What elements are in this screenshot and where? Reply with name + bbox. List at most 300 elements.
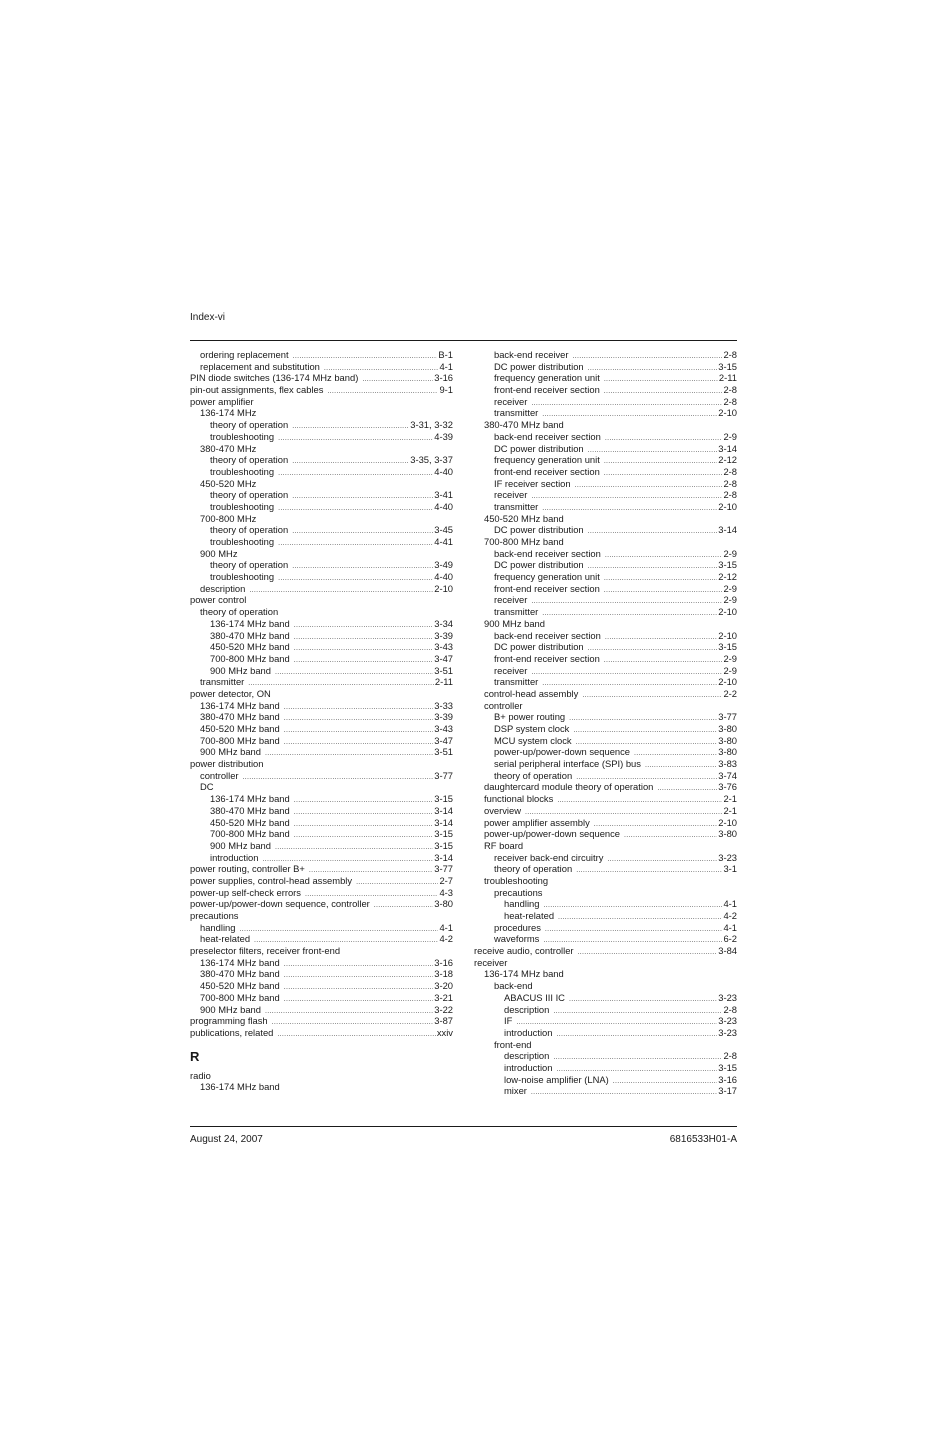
index-entry <box>474 898 737 910</box>
index-term: heat-related <box>200 933 251 945</box>
index-entry <box>474 735 737 747</box>
index-entry <box>190 559 453 571</box>
dot-leader <box>573 725 717 735</box>
index-term: introduction <box>504 1061 553 1073</box>
index-entry <box>474 653 737 665</box>
index-term: 380-470 MHz <box>200 442 257 454</box>
index-term: description <box>504 1050 550 1062</box>
index-page-ref: 2-10 <box>718 606 737 618</box>
index-entry <box>474 1062 737 1074</box>
dot-leader <box>356 877 438 887</box>
index-entry <box>474 1015 737 1027</box>
index-term: 450-520 MHz band <box>200 723 280 734</box>
index-entry <box>190 898 453 910</box>
index-entry <box>474 641 737 653</box>
index-term: troubleshooting <box>210 500 275 512</box>
footer-rule <box>190 1126 737 1127</box>
index-entry <box>474 431 737 443</box>
index-page-ref: 2-8 <box>723 1003 737 1015</box>
index-page-ref: 3-23 <box>718 1015 737 1027</box>
dot-leader <box>543 900 722 910</box>
index-term: MCU system clock <box>494 734 572 746</box>
index-page-ref: 3-49 <box>434 559 453 571</box>
dot-leader <box>294 620 433 630</box>
index-entry <box>474 805 737 817</box>
index-term: handling <box>504 898 540 910</box>
index-entry <box>190 1004 453 1016</box>
index-page-ref: B-1 <box>438 349 453 360</box>
index-entry <box>190 641 453 653</box>
index-entry <box>474 700 737 712</box>
index-term: controller <box>200 769 239 781</box>
index-entry <box>474 781 737 793</box>
index-entry <box>474 618 737 630</box>
index-page-ref: 2-9 <box>723 582 737 594</box>
index-term: controller <box>484 699 523 711</box>
dot-leader <box>284 994 433 1004</box>
index-term: troubleshooting <box>210 536 275 547</box>
index-term: 700-800 MHz band <box>210 828 290 840</box>
index-page-ref: 3-43 <box>434 723 453 734</box>
dot-leader <box>531 398 722 408</box>
index-entry <box>190 653 453 665</box>
index-term: 900 MHz <box>200 547 238 559</box>
index-term: preselector filters, receiver front-end <box>190 945 341 957</box>
index-term: procedures <box>494 921 541 933</box>
index-term: 136-174 MHz band <box>210 793 290 805</box>
index-entry <box>190 489 453 501</box>
index-entry <box>474 536 737 548</box>
index-entry <box>474 875 737 887</box>
dot-leader <box>573 351 723 361</box>
index-term: radio <box>190 1069 211 1081</box>
dot-leader <box>294 643 433 653</box>
dot-leader <box>278 468 433 478</box>
index-entry <box>474 793 737 805</box>
index-term: precautions <box>494 886 543 898</box>
dot-leader <box>239 924 438 934</box>
index-entry <box>190 910 453 922</box>
index-term: serial peripheral interface (SPI) bus <box>494 758 641 770</box>
index-page-ref: 3-80 <box>718 734 737 746</box>
index-term: ABACUS III IC <box>504 991 565 1003</box>
index-term: frequency generation unit <box>494 571 600 583</box>
index-entry <box>474 758 737 770</box>
index-term: transmitter <box>494 500 539 512</box>
index-entry <box>474 688 737 700</box>
index-page-ref: 3-22 <box>434 1003 453 1015</box>
index-entry <box>190 863 453 875</box>
index-page-ref: 3-14 <box>434 804 453 816</box>
index-term: low-noise amplifier (LNA) <box>504 1073 609 1085</box>
index-entry <box>190 676 453 688</box>
index-page-ref: 4-1 <box>723 921 737 933</box>
index-page-ref: 3-21 <box>434 991 453 1003</box>
dot-leader <box>556 1029 717 1039</box>
index-entry <box>190 828 453 840</box>
dot-leader <box>294 655 433 665</box>
index-page-ref: 3-14 <box>434 816 453 828</box>
dot-leader <box>605 632 717 642</box>
index-term: receive audio, controller <box>474 945 574 957</box>
index-term: 900 MHz band <box>484 617 545 629</box>
index-term: 450-520 MHz band <box>210 816 290 828</box>
index-page-ref: 3-14 <box>718 524 737 536</box>
dot-leader <box>278 503 433 513</box>
index-term: front-end receiver section <box>494 652 600 664</box>
index-entry <box>474 957 737 969</box>
index-page-ref: 2-8 <box>723 489 737 501</box>
dot-leader <box>542 608 717 618</box>
index-page-ref: 3-1 <box>723 863 737 875</box>
dot-leader <box>604 585 723 595</box>
index-page-ref: 3-15 <box>434 793 453 805</box>
index-page-ref: 2-10 <box>718 676 737 688</box>
index-entry <box>474 1085 737 1097</box>
index-entry <box>190 805 453 817</box>
dot-leader <box>284 982 433 992</box>
index-entry <box>474 407 737 419</box>
index-page-ref: 3-83 <box>718 758 737 770</box>
index-page-ref: 3-14 <box>718 442 737 454</box>
dot-leader <box>613 1076 718 1086</box>
index-page-ref: 4-1 <box>439 921 453 933</box>
index-entry <box>190 1081 453 1093</box>
index-term: IF <box>504 1015 513 1027</box>
dot-leader <box>278 433 433 443</box>
dot-leader <box>604 655 723 665</box>
index-term: DC power distribution <box>494 360 584 372</box>
dot-leader <box>576 772 717 782</box>
index-page-ref: 3-47 <box>434 652 453 664</box>
index-entry <box>190 735 453 747</box>
index-term: frequency generation unit <box>494 454 600 466</box>
index-term: 136-174 MHz band <box>210 617 290 629</box>
index-term: troubleshooting <box>210 430 275 442</box>
index-term: power-up/power-down sequence <box>494 746 631 758</box>
index-entry <box>190 770 453 782</box>
dot-leader <box>292 421 409 431</box>
index-entry <box>190 594 453 606</box>
index-term: description <box>504 1003 550 1015</box>
index-term: description <box>200 582 246 594</box>
index-entry <box>474 349 737 361</box>
index-term: power supplies, control-head assembly <box>190 874 353 886</box>
dot-leader <box>588 526 718 536</box>
index-entry <box>474 372 737 384</box>
index-term: DC power distribution <box>494 442 584 454</box>
index-page-ref: 2-12 <box>718 454 737 466</box>
index-entry <box>190 443 453 455</box>
index-page-ref: 3-80 <box>434 898 453 910</box>
dot-leader <box>553 1006 722 1016</box>
index-page-ref: 3-76 <box>718 781 737 793</box>
index-entry <box>474 770 737 782</box>
index-entry <box>190 1015 453 1027</box>
index-entry <box>474 933 737 945</box>
index-term: publications, related <box>190 1026 274 1038</box>
index-page-ref: 2-11 <box>718 372 737 384</box>
index-term: 900 MHz band <box>210 839 271 851</box>
index-entry <box>474 852 737 864</box>
dot-leader <box>582 690 722 700</box>
index-entry <box>474 676 737 688</box>
index-entry <box>190 618 453 630</box>
index-entry <box>190 665 453 677</box>
index-page-ref: 3-15 <box>434 828 453 840</box>
index-page-ref: 3-15 <box>718 641 737 653</box>
index-entry <box>474 630 737 642</box>
dot-leader <box>294 830 433 840</box>
dot-leader <box>588 643 718 653</box>
dot-leader <box>292 526 433 536</box>
index-term: RF board <box>484 839 524 851</box>
index-term: ordering replacement <box>200 349 289 360</box>
index-term: back-end <box>494 980 533 992</box>
index-entry <box>190 513 453 525</box>
dot-leader <box>254 935 438 945</box>
index-term: pin-out assignments, flex cables <box>190 384 324 396</box>
index-entry <box>190 454 453 466</box>
index-entry <box>474 501 737 513</box>
index-page-ref: 2-10 <box>718 816 737 828</box>
index-entry <box>474 454 737 466</box>
index-term: theory of operation <box>210 489 289 501</box>
dot-leader <box>531 1087 717 1097</box>
index-term: theory of operation <box>494 769 573 781</box>
index-page-ref: 3-35, 3-37 <box>410 454 453 466</box>
dot-leader <box>634 748 717 758</box>
index-term: troubleshooting <box>210 465 275 477</box>
index-page-ref: 6-2 <box>723 933 737 945</box>
index-entry <box>474 980 737 992</box>
index-entry <box>474 910 737 922</box>
index-entry <box>474 419 737 431</box>
dot-leader <box>294 795 433 805</box>
index-entry <box>474 828 737 840</box>
index-term: back-end receiver section <box>494 629 601 641</box>
index-term: back-end receiver section <box>494 547 601 559</box>
index-term: B+ power routing <box>494 711 566 723</box>
index-term: waveforms <box>494 933 540 945</box>
index-page-ref: 3-80 <box>718 746 737 758</box>
index-term: power amplifier <box>190 395 254 407</box>
index-term: theory of operation <box>210 419 289 431</box>
index-term: DC power distribution <box>494 559 584 571</box>
index-term: troubleshooting <box>210 571 275 583</box>
dot-leader <box>284 959 433 969</box>
index-page-ref: 3-18 <box>434 968 453 980</box>
index-term: 380-470 MHz band <box>484 419 564 431</box>
index-page-ref: 3-74 <box>718 769 737 781</box>
index-entry <box>474 968 737 980</box>
index-column-right <box>474 349 737 1097</box>
index-term: back-end receiver section <box>494 430 601 442</box>
index-page-ref: 3-51 <box>434 664 453 676</box>
index-page-ref: 3-17 <box>718 1085 737 1097</box>
index-entry <box>190 887 453 899</box>
index-term: troubleshooting <box>484 874 549 886</box>
index-term: DSP system clock <box>494 723 570 734</box>
index-term: front-end receiver section <box>494 465 600 477</box>
index-page-ref: 3-80 <box>718 723 737 734</box>
index-term: mixer <box>504 1085 527 1097</box>
dot-leader <box>275 842 433 852</box>
index-page-ref: 2-9 <box>723 547 737 559</box>
index-page-ref: 2-12 <box>718 571 737 583</box>
dot-leader <box>277 1029 435 1039</box>
index-page-ref: 3-45 <box>434 524 453 536</box>
index-page-ref: 3-33 <box>434 699 453 711</box>
index-entry <box>190 781 453 793</box>
index-page-ref: 9-1 <box>439 384 453 396</box>
index-page-ref: 3-47 <box>434 734 453 746</box>
index-term: receiver <box>494 395 528 407</box>
dot-leader <box>553 1052 722 1062</box>
dot-leader <box>278 538 433 548</box>
index-entry <box>190 700 453 712</box>
dot-leader <box>543 935 722 945</box>
index-page-ref: xxiv <box>436 1026 453 1038</box>
dot-leader <box>594 819 717 829</box>
index-entry <box>190 501 453 513</box>
index-term: 700-800 MHz <box>200 512 257 524</box>
index-term: PIN diode switches (136-174 MHz band) <box>190 372 359 384</box>
index-page-ref: 2-1 <box>723 804 737 816</box>
dot-leader <box>542 409 717 419</box>
index-page-ref: 2-8 <box>723 465 737 477</box>
index-page-ref: 4-3 <box>439 886 453 898</box>
index-term: front-end receiver section <box>494 582 600 594</box>
index-term: frequency generation unit <box>494 372 600 384</box>
dot-leader <box>294 632 433 642</box>
index-page-ref: 3-20 <box>434 980 453 992</box>
index-page-ref: 3-34 <box>434 617 453 629</box>
index-entry <box>190 361 453 373</box>
index-term: 450-520 MHz band <box>484 512 564 524</box>
index-page-ref: 3-23 <box>718 991 737 1003</box>
index-term: 380-470 MHz band <box>200 711 280 723</box>
index-entry <box>190 957 453 969</box>
dot-leader <box>265 1006 433 1016</box>
dot-leader <box>645 760 717 770</box>
index-entry <box>190 1070 453 1082</box>
dot-leader <box>575 480 723 490</box>
dot-leader <box>576 737 718 747</box>
index-term: DC power distribution <box>494 641 584 653</box>
index-term: 136-174 MHz band <box>200 1081 280 1093</box>
index-page-ref: 3-77 <box>434 863 453 875</box>
index-term: power distribution <box>190 758 264 770</box>
index-term: DC power distribution <box>494 524 584 536</box>
index-page-ref: 2-8 <box>723 384 737 396</box>
index-page-ref: 2-10 <box>718 407 737 419</box>
dot-leader <box>604 456 717 466</box>
index-term: power control <box>190 594 247 606</box>
index-entry <box>190 992 453 1004</box>
index-term: transmitter <box>200 676 245 688</box>
index-term: front-end <box>494 1038 532 1050</box>
index-entry <box>474 559 737 571</box>
index-page-ref: 4-1 <box>439 360 453 372</box>
dot-leader <box>309 865 433 875</box>
index-term: handling <box>200 921 236 933</box>
index-entry <box>474 384 737 396</box>
dot-leader <box>292 456 409 466</box>
index-term: daughtercard module theory of operation <box>484 781 654 793</box>
index-page-ref: 3-41 <box>434 489 453 501</box>
index-term: theory of operation <box>210 454 289 466</box>
index-term: back-end receiver <box>494 349 569 360</box>
index-page-ref: 3-80 <box>718 828 737 840</box>
index-entry <box>190 840 453 852</box>
dot-leader <box>248 678 434 688</box>
index-entry <box>190 852 453 864</box>
index-page-ref: 4-41 <box>434 536 453 547</box>
index-page-ref: 2-9 <box>723 652 737 664</box>
index-term: introduction <box>210 851 259 863</box>
dot-leader <box>569 713 717 723</box>
index-entry <box>190 817 453 829</box>
index-entry <box>474 571 737 583</box>
index-entry <box>474 513 737 525</box>
index-term: receiver <box>494 664 528 676</box>
index-term: 380-470 MHz band <box>210 629 290 641</box>
index-term: 900 MHz band <box>200 1003 261 1015</box>
index-term: power detector, ON <box>190 687 271 699</box>
index-entry <box>190 466 453 478</box>
index-entry <box>190 922 453 934</box>
index-page-ref: 3-15 <box>718 1061 737 1073</box>
index-page-ref: 2-8 <box>723 477 737 489</box>
dot-leader <box>604 573 717 583</box>
index-entry <box>190 431 453 443</box>
index-term: DC <box>200 781 214 793</box>
index-entry <box>190 524 453 536</box>
dot-leader <box>569 994 717 1004</box>
dot-leader <box>531 491 722 501</box>
index-page-ref: 4-40 <box>434 465 453 477</box>
dot-leader <box>604 468 723 478</box>
index-entry <box>474 524 737 536</box>
dot-leader <box>588 445 718 455</box>
index-entry <box>474 863 737 875</box>
dot-leader <box>292 491 433 501</box>
index-term: overview <box>484 804 521 816</box>
index-page-ref: 2-8 <box>723 395 737 407</box>
dot-leader <box>531 596 722 606</box>
index-entry <box>190 968 453 980</box>
index-term: 900 MHz band <box>200 746 261 758</box>
index-page-ref: 3-23 <box>718 851 737 863</box>
dot-leader <box>557 795 722 805</box>
index-entry <box>190 478 453 490</box>
index-entry <box>474 443 737 455</box>
index-page-ref: 2-10 <box>434 582 453 594</box>
index-entry <box>474 548 737 560</box>
index-entry <box>190 875 453 887</box>
index-page-ref: 3-39 <box>434 629 453 641</box>
dot-leader <box>531 667 722 677</box>
dot-leader <box>243 772 434 782</box>
index-entry <box>474 992 737 1004</box>
index-page-ref: 2-8 <box>723 349 737 360</box>
index-entry <box>190 407 453 419</box>
header-rule <box>190 340 737 341</box>
index-term: functional blocks <box>484 793 554 805</box>
index-term: 700-800 MHz band <box>210 652 290 664</box>
index-page-ref: 2-9 <box>723 430 737 442</box>
